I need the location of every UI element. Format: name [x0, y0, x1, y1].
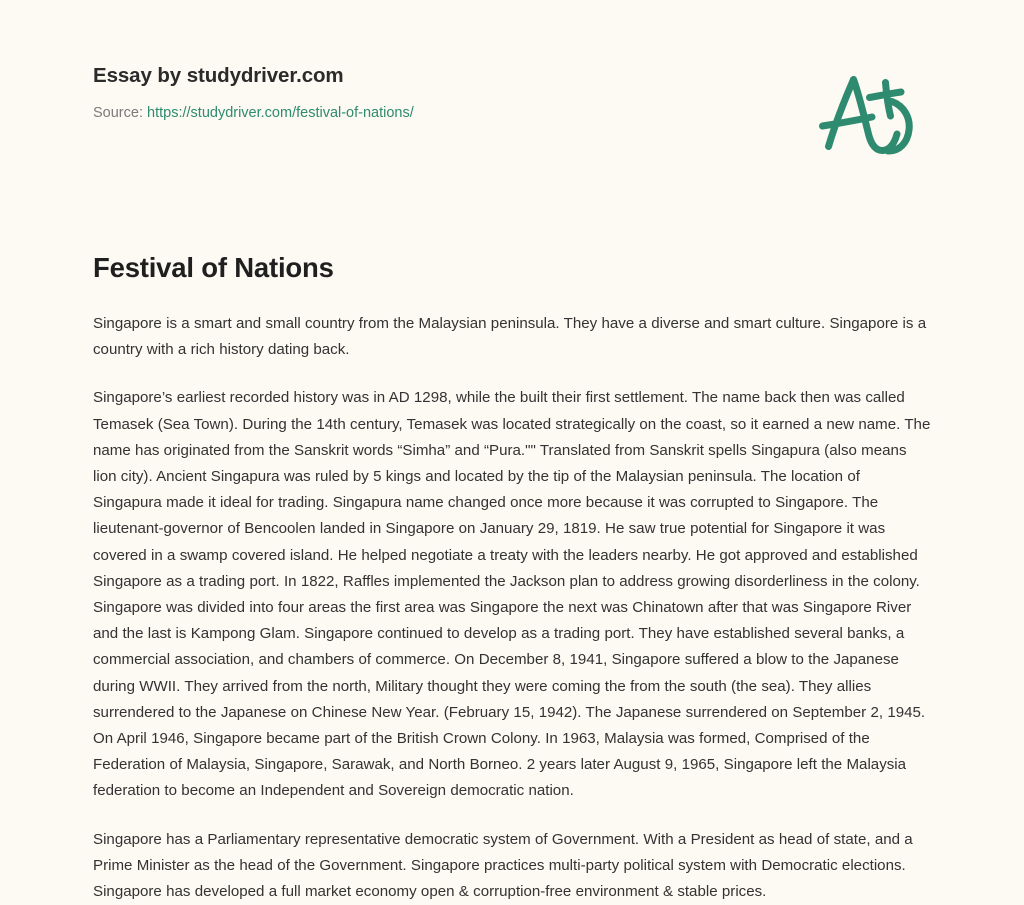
essay-byline: Essay by studydriver.com: [93, 64, 344, 87]
paragraph: Singapore is a smart and small country from the Malaysian peninsula. They have a diverse and smart culture. Singapore is a country with a rich history dating back.: [93, 315, 927, 359]
masthead: [93, 64, 793, 122]
page-title: Festival of Nations: [93, 252, 334, 283]
paragraph: Singapore’s earliest recorded history was in AD 1298, while the built their first settlement. The name back then was called Temasek (Sea Town). During the 14th century, Temasek was located strategically on the coast, so it earned a new name. The name has originated from the Sanskrit words “Simha” and “Pura."" Translated from Sanskrit spells Singapura (also means lion city). Ancient Singapura was ruled by 5 kings and located by the tip of the Malaysian peninsula. The location of Singapura made it ideal for trading. Singapura name changed once more because it was corrupted to Singapore. The lieutenant-governor of Bencoolen landed in Singapore on January 29, 1819. He saw true potential for Singapore it was covered in a swamp covered island. He helped negotiate a treaty with the leaders nearby. He got approved and established Singapore as a trading port. In 1822, Raffles implemented the Jackson plan to address growing disorderliness in the colony. Singapore was divided into four areas the first area was Singapore the next was Chinatown after that was Singapore River and the last is Kampong Glam. Singapore continued to develop as a trading port. They have established several banks, a commercial association, and chambers of commerce. On December 8, 1941, Singapore suffered a blow to the Japanese during WWII. They arrived from the north, Military thought they were coming the from the south (the sea). They allies surrendered to the Japanese on Chinese New Year. (February 15, 1942). The Japanese surrendered on September 2, 1945. On April 1946, Singapore became part of the British Crown Colony. In 1963, Malaysia was formed, Comprised of the Federation of Malaysia, Singapore, Sarawak, and North Borneo. 2 years later August 9, 1965, Singapore left the Malaysia federation to become an Independent and Sovereign democratic nation.: [93, 389, 931, 800]
a-plus-logo-icon: [812, 66, 938, 166]
source-label: Source:: [93, 104, 143, 121]
source-url-link[interactable]: https://studydriver.com/festival-of-nations/: [147, 104, 414, 121]
studydriver-logo: [812, 66, 938, 166]
essay-body: [93, 311, 933, 905]
paragraph: Singapore has a Parliamentary representative democratic system of Government. With a President as head of state, and a Prime Minister as the head of the Government. Singapore practices multi-party political system with Democratic elections. Singapore has developed a full market economy open & corruption-free environment & stable prices.: [93, 830, 913, 901]
source-line: [93, 105, 793, 122]
